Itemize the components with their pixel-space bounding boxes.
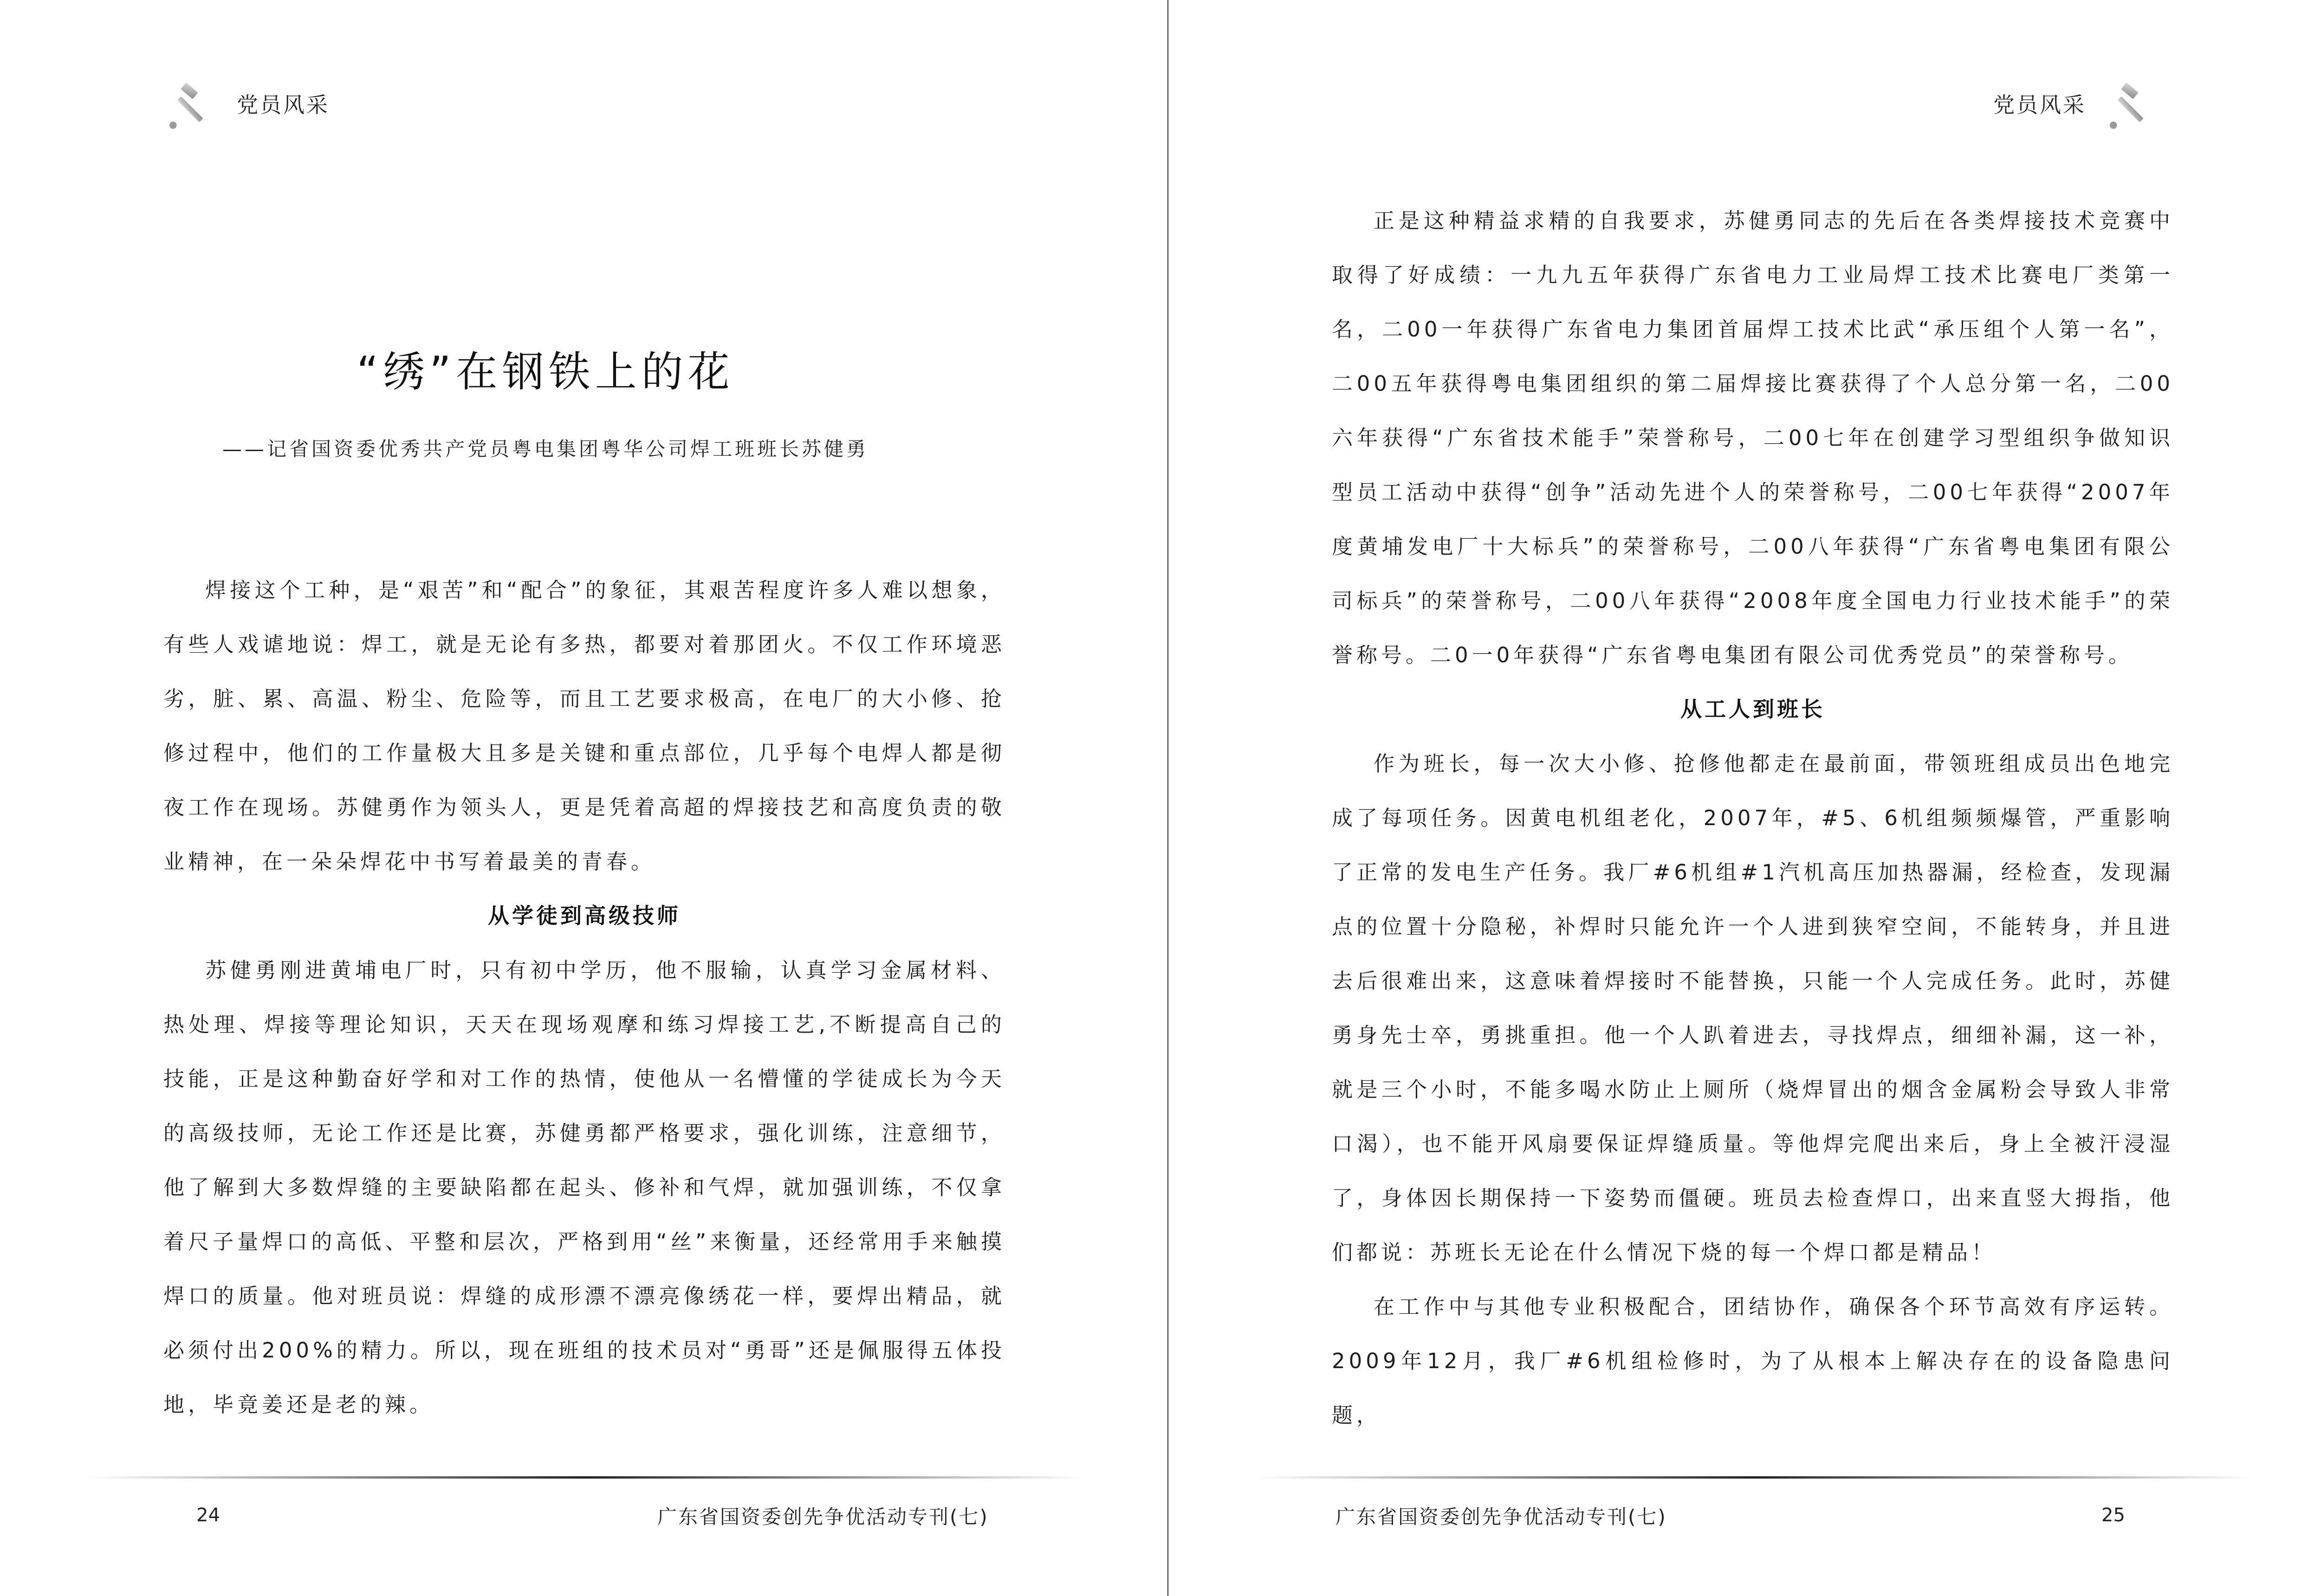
article-subtitle: ——记省国资委优秀共产党员粤电集团粤华公司焊工班班长苏健勇: [222, 438, 869, 460]
footer-publication-title: 广东省国资委创先争优活动专刊(七): [1336, 1506, 1667, 1528]
hammer-sickle-icon: [2104, 73, 2164, 134]
section-heading: 从工人到班长: [1680, 697, 1825, 722]
footer-rule: [88, 1476, 1086, 1479]
paragraph: 正是这种精益求精的自我要求，苏健勇同志的先后在各类焊接技术竞赛中取得了好成绩：一九九五年获得广东省电力工业局焊工技术比赛电厂类第一名，二00一年获得广东省电力集团首届焊工技术比武“承压组个人第一名”，二00五年获得粤电集团组织的第二届焊接比赛获得了个人总分第一名，二00六年获得“广东省技术能手”荣誉称号，二00七年在创建学习型组织争做知识型员工活动中获得“创争”活动先进个人的荣誉称号，二00七年获得“2007年度黄埔发电厂十大标兵”的荣誉称号，二00八年获得“广东省粤电集团有限公司标兵”的荣誉称号，二00八年获得“2008年度全国电力行业技术能手”的荣誉称号。二0一0年获得“广东省粤电集团有限公司优秀党员”的荣誉称号。: [1332, 208, 2174, 667]
right-page: [1168, 0, 2321, 1596]
article-body-right: [1332, 194, 2174, 1442]
paragraph: 在工作中与其他专业积极配合，团结协作，确保各个环节高效有序运转。2009年12月，我厂#6机组检修时，为了从根本上解决存在的设备隐患问题，: [1332, 1294, 2174, 1428]
page-number: 24: [196, 1505, 220, 1526]
paragraph: 焊接这个工种，是“艰苦”和“配合”的象征，其艰苦程度许多人难以想象，有些人戏谑地说：焊工，就是无论有多热，都要对着那团火。不仅工作环境恶劣，脏、累、高温、粉尘、危险等，而且工艺要求极高，在电厂的大小修、抢修过程中，他们的工作量极大且多是关键和重点部位，几乎每个电焊人都是彻夜工作在现场。苏健勇作为领头人，更是凭着高超的焊接技艺和高度负责的敬业精神，在一朵朵焊花中书写着最美的青春。: [163, 578, 1005, 874]
footer-publication-title: 广东省国资委创先争优活动专刊(七): [657, 1506, 989, 1528]
page-number: 25: [2101, 1505, 2125, 1526]
section-label: 党员风采: [237, 92, 330, 117]
hammer-sickle-icon: [163, 73, 224, 134]
article-title: “绣”在钢铁上的花: [357, 348, 734, 396]
section-heading: 从学徒到高级技师: [488, 903, 681, 928]
footer-rule: [1257, 1476, 2255, 1479]
paragraph: 苏健勇刚进黄埔电厂时，只有初中学历，他不服输，认真学习金属材料、热处理、焊接等理论知识，天天在现场观摩和练习焊接工艺,不断提高自己的技能，正是这种勤奋好学和对工作的热情，使他从一名懵懂的学徒成长为今天的高级技师，无论工作还是比赛，苏健勇都严格要求，强化训练，注意细节，他了解到大多数焊缝的主要缺陷都在起头、修补和气焊，就加强训练，不仅拿着尺子量焊口的高低、平整和层次，严格到用“丝”来衡量，还经常用手来触摸焊口的质量。他对班员说：焊缝的成形漂不漂亮像绣花一样，要焊出精品，就必须付出200%的精力。所以，现在班组的技术员对“勇哥”还是佩服得五体投地，毕竟姜还是老的辣。: [163, 958, 1005, 1417]
paragraph: 作为班长，每一次大小修、抢修他都走在最前面，带领班组成员出色地完成了每项任务。因黄电机组老化，2007年，#5、6机组频频爆管，严重影响了正常的发电生产任务。我厂#6机组#1汽机高压加热器漏，经检查，发现漏点的位置十分隐秘，补焊时只能允许一个人进到狭窄空间，不能转身，并且进去后很难出来，这意味着焊接时不能替换，只能一个人完成任务。此时，苏健勇身先士卒，勇挑重担。他一个人趴着进去，寻找焊点，细细补漏，这一补，就是三个小时，不能多喝水防止上厕所（烧焊冒出的烟含金属粉会导致人非常口渴），也不能开风扇要保证焊缝质量。等他焊完爬出来后，身上全被汗浸湿了，身体因长期保持一下姿势而僵硬。班员去检查焊口，出来直竖大拇指，他们都说：苏班长无论在什么情况下烧的每一个焊口都是精品！: [1332, 751, 2174, 1265]
section-label: 党员风采: [1993, 92, 2086, 117]
article-body-left: [163, 563, 1005, 1432]
